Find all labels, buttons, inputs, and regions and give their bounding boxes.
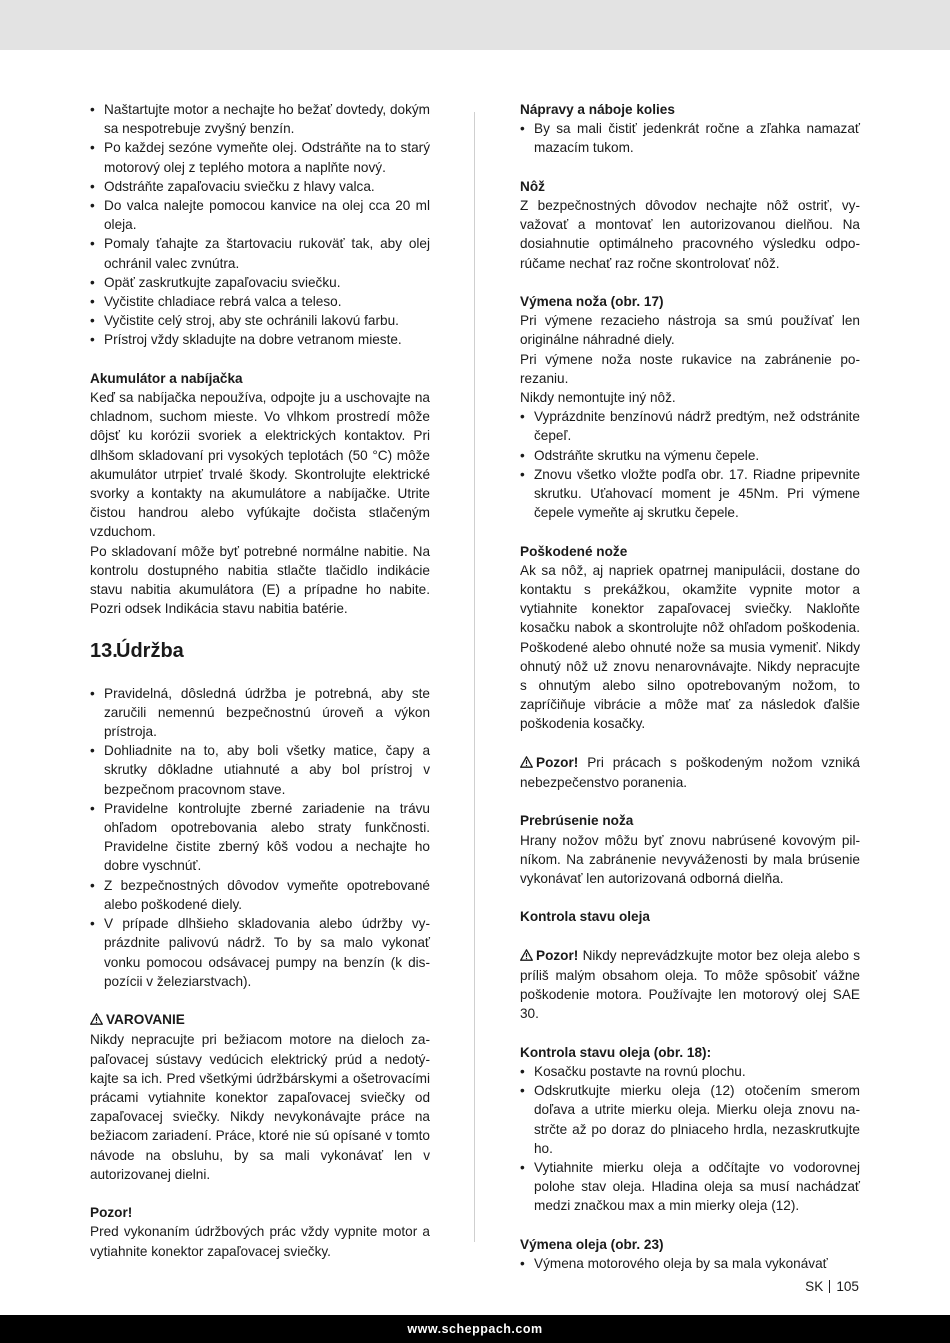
warning-heading-text: VAROVANIE xyxy=(106,1012,185,1028)
list-item: • Naštartujte motor a nechajte ho bežať dovtedy, dokým sa nespotrebuje zvyšný benzín. xyxy=(90,100,430,138)
damaged-knives-heading: Poškodené nože xyxy=(520,543,628,559)
oil-change-list xyxy=(520,1254,860,1273)
warning-icon xyxy=(520,754,533,773)
knife-replace-text-1: Pri výmene rezacieho nástroja sa smú používať len originálne náhradné diely. xyxy=(520,313,860,348)
knife-replace-list xyxy=(520,407,860,522)
top-band xyxy=(0,0,950,50)
sharpen-text: Hrany nožov môžu byť znovu nabrúsené kovovým pilníkom. Na zabránenie nevyváženosti by mala brúsenie vykonávať len autorizovaná odborná dielňa. xyxy=(520,832,860,887)
damaged-knives-warning xyxy=(520,753,860,792)
footer-url[interactable]: www.scheppach.com xyxy=(407,1322,543,1336)
list-item: • Dohliadnite na to, aby boli všetky matice, čapy a skrutky dôkladne utiahnuté a aby bol prístroj v bezpečnom pracovnom stave. xyxy=(90,741,430,799)
footer-bar xyxy=(0,1315,950,1343)
list-item: • Z bezpečnostných dôvodov vymeňte opotrebované alebo poškodené diely. xyxy=(90,876,430,914)
right-column xyxy=(520,100,860,1273)
left-column xyxy=(90,100,430,1261)
battery-heading: Akumulátor a nabíjačka xyxy=(90,370,243,386)
knife-replace-text-2: Pri výmene noža noste rukavice na zabránenie porezaniu. xyxy=(520,351,860,386)
caution-text: Pred vykonaním údržbových prác vždy vypnite motor a vytiahnite konektor zapaľovacej sviečky. xyxy=(90,1224,430,1259)
damaged-knives-text: Ak sa nôž, aj napriek opatrnej manipulácii, dostane do kontaktu s prekážkou, okamžite vypnite motor a vytiahnite konektor zapaľovacej sviečky. Nakloňte kosačku nabok a skontrolujte nôž ohľadom poškodenia. Poškodené alebo ohnuté nože sa musia vymeniť. Nikdy ohnutý nôž už znovu nenarovnávajte. Nikdy nepracujte s ohnutým alebo silno opotrebovaným nožom, to zapríčiňuje vibrácie a môže mať za následok ďalšie poškodenia kosačky. xyxy=(520,562,860,732)
page-number-separator xyxy=(829,1280,830,1293)
page-language: SK xyxy=(805,1279,824,1294)
list-item: • Vyčistite chladiace rebrá valca a teleso. xyxy=(90,292,430,311)
storage-steps-list xyxy=(90,100,430,350)
oil-check18-heading: Kontrola stavu oleja (obr. 18): xyxy=(520,1044,712,1060)
knife-heading: Nôž xyxy=(520,178,545,194)
oil-warning-label: Pozor! xyxy=(536,947,579,963)
list-item: • Do valca nalejte pomocou kanvice na olej cca 20 ml oleja. xyxy=(90,196,430,234)
damaged-warning-text: Pri prácach s poškodeným nožom vzniká nebezpečenstvo poranenia. xyxy=(520,754,860,791)
list-item: • Znovu všetko vložte podľa obr. 17. Riadne pripevnite skrutku. Uťahovací moment je 45Nm. Pri výmene čepele vymeňte aj skrutku čepele. xyxy=(520,465,860,523)
maintenance-list xyxy=(90,684,430,991)
page-number-value: 105 xyxy=(836,1279,859,1294)
list-item: • Po každej sezóne vymeňte olej. Odstráňte na to starý motorový olej z teplého motora a naplňte nový. xyxy=(90,138,430,176)
battery-paragraph-1: Keď sa nabíjačka nepoužíva, odpojte ju a uschovajte na chladnom, suchom mieste. Vo vlhkom prostredí môže dôjsť ku korózii svoriek a elektrických kontaktov. Pri dlhšom skladovaní pri vysokých teplotách (50 °C) môže akumulátor utrpieť trvalé škody. Skontrolujte elektrické svorky a kontakty na akumulátore a nabíjačke. Utrite čistou handrou alebo vyfúkajte dočista stlačeným vzduchom. xyxy=(90,390,430,540)
axles-list xyxy=(520,119,860,157)
list-item: • Kosačku postavte na rovnú plochu. xyxy=(520,1062,860,1081)
list-item: • Vyčistite celý stroj, aby ste ochránili lakovú farbu. xyxy=(90,311,430,330)
oil-warning-text: Nikdy neprevádzkujte motor bez oleja alebo s príliš malým obsahom oleja. To môže spôsobiť vážne poškodenie motora. Používajte len motorový olej SAE 30. xyxy=(520,947,860,1022)
page-number xyxy=(805,1278,859,1296)
list-item: • Odskrutkujte mierku oleja (12) otočením smerom doľava a utrite mierku oleja. Mierku oleja znovu nastrčte až po doraz do plniaceho hrdla, nezaskrutkujte ho. xyxy=(520,1081,860,1158)
section-number: 13. xyxy=(90,640,118,663)
warning-icon xyxy=(520,947,533,966)
warning-text: Nikdy nepracujte pri bežiacom motore na dieloch zapaľovacej sústavy vedúcich elektrický prúd a nedotýkajte sa ich. Pred všetkými údržbárskymi a ošetrovacími prácami vytiahnite konektor zapaľovacej sviečky od zapaľovacej sviečky. Nikdy nevykonávajte práce na bežiacom zariadení. Práce, ktoré nie sú opísané v tomto návode na obsluhu, by sa mali vykonávať len v autorizovanej dielni. xyxy=(90,1032,430,1182)
list-item: • Vytiahnite mierku oleja a odčítajte vo vodorovnej polohe stav oleja. Hladina oleja sa musí nachádzať medzi značkou max a min mierky oleja (12). xyxy=(520,1158,860,1216)
damaged-warning-label: Pozor! xyxy=(536,754,579,770)
oil-warning xyxy=(520,946,860,1024)
knife-text: Z bezpečnostných dôvodov nechajte nôž ostriť, vyvažovať a montovať len autorizovanou dielňou. Na dosiahnutie optimálneho pracovného výsledku odporúčame nechať raz ročne skontrolovať nôž. xyxy=(520,198,860,271)
knife-replace-heading: Výmena noža (obr. 17) xyxy=(520,294,664,309)
warning-icon xyxy=(90,1011,103,1030)
oil-check-heading: Kontrola stavu oleja xyxy=(520,909,650,925)
warning-heading xyxy=(90,1010,430,1030)
list-item: • Pravidelná, dôsledná údržba je potrebná, aby ste zaručili nemennú bezpečnostnú úroveň a výkon prístroja. xyxy=(90,684,430,742)
list-item: • Opäť zaskrutkujte zapaľovaciu sviečku. xyxy=(90,273,430,292)
list-item: • Prístroj vždy skladujte na dobre vetranom mieste. xyxy=(90,330,430,349)
axles-heading: Nápravy a náboje kolies xyxy=(520,102,675,117)
column-divider xyxy=(474,112,475,1242)
list-item: • Odstráňte zapaľovaciu sviečku z hlavy valca. xyxy=(90,177,430,196)
caution-heading: Pozor! xyxy=(90,1205,133,1221)
list-item: • Pomaly ťahajte za štartovaciu rukoväť tak, aby olej ochránil valec zvnútra. xyxy=(90,234,430,272)
section-title xyxy=(90,638,430,664)
oil-change-heading: Výmena oleja (obr. 23) xyxy=(520,1236,664,1252)
section-title-text: Údržba xyxy=(116,640,184,663)
list-item: • Výmena motorového oleja by sa mala vykonávať xyxy=(520,1254,860,1273)
list-item: • V prípade dlhšieho skladovania alebo údržby vyprázdnite palivovú nádrž. To by sa malo vykonať vonku pomocou odsávacej pumpy na benzín (k dispozícii v železiarstvach). xyxy=(90,914,430,991)
list-item: • By sa mali čistiť jedenkrát ročne a zľahka namazať mazacím tukom. xyxy=(520,119,860,157)
battery-paragraph-2: Po skladovaní môže byť potrebné normálne nabitie. Na kontrolu dostupného nabitia stlačte tlačidlo indikácie stavu nabitia akumulátora (E) a prípadne ho nabite. Pozri odsek Indikácia stavu nabitia batérie. xyxy=(90,543,430,617)
list-item: • Vyprázdnite benzínovú nádrž predtým, než odstránite čepeľ. xyxy=(520,407,860,445)
knife-replace-text-3: Nikdy nemontujte iný nôž. xyxy=(520,390,676,406)
oil-check-list xyxy=(520,1062,860,1216)
list-item: • Odstráňte skrutku na výmenu čepele. xyxy=(520,446,860,465)
sharpen-heading: Prebrúsenie noža xyxy=(520,813,634,829)
list-item: • Pravidelne kontrolujte zberné zariadenie na trávu ohľadom opotrebovania alebo straty funkčnosti. Pravidelne čistite zberný kôš vodou a nechajte ho dobre vyschnúť. xyxy=(90,799,430,876)
